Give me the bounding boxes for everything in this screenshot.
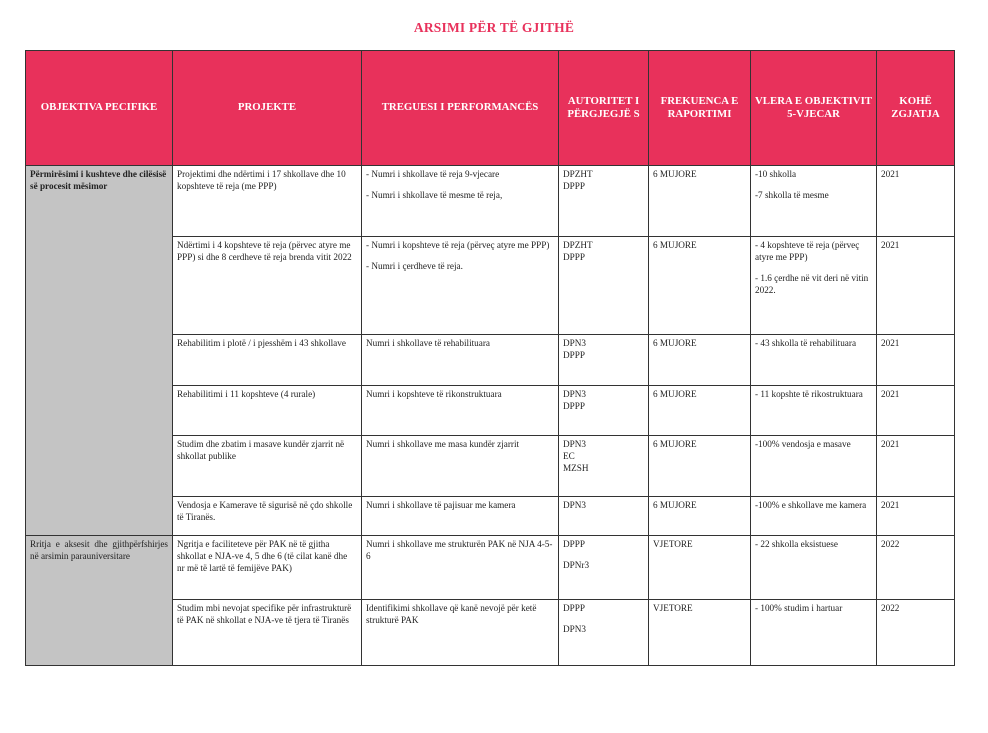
authority-cell: DPPP DPN3 bbox=[559, 600, 649, 666]
frequency-cell: 6 MUJORE bbox=[649, 237, 751, 335]
frequency-cell: 6 MUJORE bbox=[649, 497, 751, 536]
value-cell: -100% vendosja e masave bbox=[751, 436, 877, 497]
authority-cell: DPN3 DPPP bbox=[559, 335, 649, 386]
indicator-cell: Numri i shkollave me strukturën PAK në NJA 4-5-6 bbox=[362, 536, 559, 600]
indicator-cell: Numri i kopshteve të rikonstruktuara bbox=[362, 386, 559, 436]
year-cell: 2021 bbox=[877, 335, 955, 386]
value-cell: - 100% studim i hartuar bbox=[751, 600, 877, 666]
project-cell: Rehabilitimi i 11 kopshteve (4 rurale) bbox=[173, 386, 362, 436]
table-row bbox=[26, 536, 955, 600]
document-title: ARSIMI PËR TË GJITHË bbox=[413, 20, 575, 35]
header-indicator: TREGUESI I PERFORMANCËS bbox=[362, 51, 559, 166]
header-frequency: FREKUENCA E RAPORTIMI bbox=[649, 51, 751, 166]
year-cell: 2021 bbox=[877, 166, 955, 237]
objective-cell: Përmirësimi i kushteve dhe cilësisë së procesit mësimor bbox=[26, 166, 173, 536]
frequency-cell: 6 MUJORE bbox=[649, 386, 751, 436]
frequency-cell: 6 MUJORE bbox=[649, 436, 751, 497]
project-cell: Vendosja e Kamerave të sigurisë në çdo shkolle të Tiranës. bbox=[173, 497, 362, 536]
indicator-cell: Numri i shkollave të rehabilituara bbox=[362, 335, 559, 386]
year-cell: 2021 bbox=[877, 436, 955, 497]
authority-cell: DPZHT DPPP bbox=[559, 166, 649, 237]
frequency-cell: 6 MUJORE bbox=[649, 166, 751, 237]
year-cell: 2022 bbox=[877, 600, 955, 666]
authority-cell: DPN3 DPPP bbox=[559, 386, 649, 436]
project-cell: Ngritja e faciliteteve për PAK në të gjitha shkollat e NJA-ve 4, 5 dhe 6 (të cilat kanë dhe nr më të lartë të femijëve PAK) bbox=[173, 536, 362, 600]
authority-cell: DPN3 bbox=[559, 497, 649, 536]
value-cell: - 43 shkolla të rehabilituara bbox=[751, 335, 877, 386]
value-cell: -100% e shkollave me kamera bbox=[751, 497, 877, 536]
project-cell: Studim dhe zbatim i masave kundër zjarrit në shkollat publike bbox=[173, 436, 362, 497]
frequency-cell: VJETORE bbox=[649, 600, 751, 666]
value-cell: - 11 kopshte të rikostruktuara bbox=[751, 386, 877, 436]
indicator-cell: Identifikimi shkollave që kanë nevojë për ketë strukturë PAK bbox=[362, 600, 559, 666]
table-row bbox=[26, 166, 955, 237]
indicator-cell: Numri i shkollave me masa kundër zjarrit bbox=[362, 436, 559, 497]
header-duration: KOHË ZGJATJA bbox=[877, 51, 955, 166]
indicator-cell: - Numri i shkollave të reja 9-vjecare - Numri i shkollave të mesme të reja, bbox=[362, 166, 559, 237]
frequency-cell: VJETORE bbox=[649, 536, 751, 600]
header-value: VLERA E OBJEKTIVIT 5-VJECAR bbox=[751, 51, 877, 166]
value-cell: -10 shkolla -7 shkolla të mesme bbox=[751, 166, 877, 237]
year-cell: 2021 bbox=[877, 386, 955, 436]
project-cell: Rehabilitim i plotë / i pjesshëm i 43 shkollave bbox=[173, 335, 362, 386]
table-header-row bbox=[26, 51, 955, 166]
frequency-cell: 6 MUJORE bbox=[649, 335, 751, 386]
objective-cell: Rritja e aksesit dhe gjithpërfshirjes në arsimin parauniversitare bbox=[26, 536, 173, 666]
indicator-cell: Numri i shkollave të pajisuar me kamera bbox=[362, 497, 559, 536]
project-cell: Studim mbi nevojat specifike për infrastrukturë të PAK në shkollat e NJA-ve të tjera të Tiranës bbox=[173, 600, 362, 666]
indicator-cell: - Numri i kopshteve të reja (përveç atyre me PPP) - Numri i çerdheve të reja. bbox=[362, 237, 559, 335]
value-cell: - 22 shkolla eksistuese bbox=[751, 536, 877, 600]
project-cell: Ndërtimi i 4 kopshteve të reja (përvec atyre me PPP) si dhe 8 cerdheve të reja brenda vitit 2022 bbox=[173, 237, 362, 335]
header-authority: AUTORITET I PËRGJEGJË S bbox=[559, 51, 649, 166]
header-objectives: OBJEKTIVA PECIFIKE bbox=[26, 51, 173, 166]
value-cell: - 4 kopshteve të reja (përveç atyre me PPP) - 1.6 çerdhe në vit deri në vitin 2022. bbox=[751, 237, 877, 335]
authority-cell: DPN3 EC MZSH bbox=[559, 436, 649, 497]
year-cell: 2022 bbox=[877, 536, 955, 600]
authority-cell: DPZHT DPPP bbox=[559, 237, 649, 335]
header-projects: PROJEKTE bbox=[173, 51, 362, 166]
year-cell: 2021 bbox=[877, 497, 955, 536]
objectives-table bbox=[25, 50, 955, 666]
year-cell: 2021 bbox=[877, 237, 955, 335]
project-cell: Projektimi dhe ndërtimi i 17 shkollave dhe 10 kopshteve të reja (me PPP) bbox=[173, 166, 362, 237]
authority-cell: DPPP DPNr3 bbox=[559, 536, 649, 600]
